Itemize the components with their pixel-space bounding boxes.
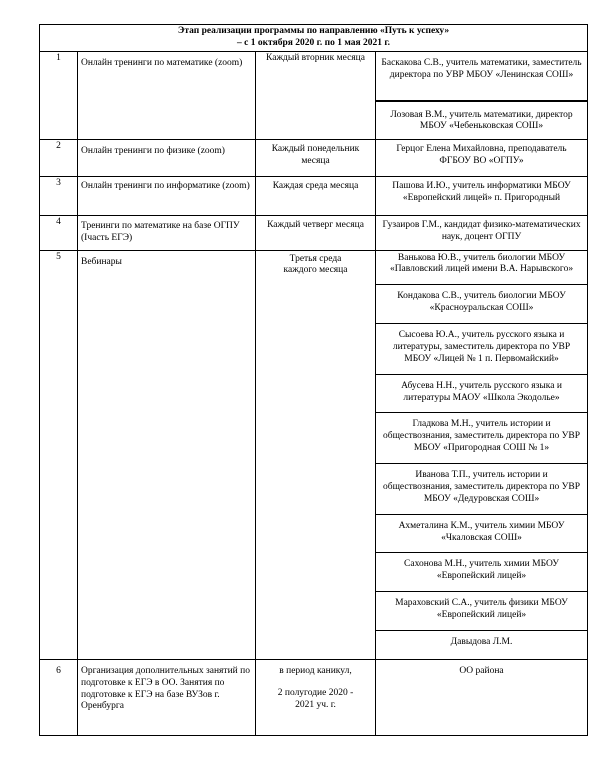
- event-cell: [78, 51, 256, 140]
- responsible-person: Абусева Н.Н., учитель русского языка и литературы МАОУ «Школа Экодолье»: [376, 375, 587, 414]
- schedule-cell: [256, 215, 376, 250]
- event-text: Онлайн тренинги по физике (zoom): [81, 146, 225, 157]
- program-table: [39, 24, 588, 736]
- event-text: Онлайн тренинги по математике (zoom): [81, 57, 243, 68]
- title-line-1: Этап реализации программы по направлению «Путь к успеху»: [177, 26, 450, 36]
- responsible-person: Лозовая В.М., учитель математики, директор МБОУ «Чебеньковская СОШ»: [376, 101, 587, 140]
- event-cell: [78, 250, 256, 659]
- event-cell: [78, 215, 256, 250]
- event-cell: [78, 177, 256, 216]
- responsible-cell: [376, 177, 588, 216]
- schedule-text: Каждый вторник месяца: [266, 52, 365, 63]
- table-row: [40, 51, 588, 140]
- schedule-text: Каждая среда месяца: [272, 181, 359, 191]
- responsible-person: Ахметалина К.М., учитель химии МБОУ «Чкаловская СОШ»: [376, 515, 587, 554]
- responsible-person: Сысоева Ю.А., учитель русского языка и литературы, заместитель директора по УВР МБОУ «Лицей № 1 п. Первомайский»: [376, 324, 587, 375]
- event-text: Вебинары: [81, 256, 122, 267]
- table-row: [40, 659, 588, 736]
- table-row: [40, 250, 588, 659]
- table-row: [40, 215, 588, 250]
- schedule-cell: [256, 250, 376, 659]
- responsible-person: Сахонова М.Н., учитель химии МБОУ «Европейский лицей»: [376, 553, 587, 592]
- responsible-person: ОО района: [459, 665, 504, 676]
- table-title: [40, 25, 588, 52]
- responsible-person: Иванова Т.П., учитель истории и обществознания, заместитель директора по УВР МБОУ «Дедуровская СОШ»: [376, 464, 587, 515]
- responsible-person: Давыдова Л.М.: [450, 636, 513, 647]
- schedule-text: 2 полугодие 2020 - 2021 уч. г.: [277, 687, 354, 710]
- table-row: [40, 177, 588, 216]
- event-text: Онлайн тренинги по информатике (zoom): [81, 181, 250, 191]
- responsible-person: Ванькова Ю.В., учитель биологии МБОУ «Павловский лицей имени В.А. Нарывского»: [376, 251, 587, 286]
- schedule-cell: [256, 51, 376, 140]
- schedule-text: Каждый четверг месяца: [267, 219, 364, 230]
- row-number: 3: [40, 177, 78, 216]
- schedule-text: Третья среда каждого месяца: [283, 253, 348, 276]
- event-cell: [78, 659, 256, 736]
- schedule-cell: [256, 659, 376, 736]
- event-text: Тренинги по математике на базе ОГПУ (Iчасть ЕГЭ): [81, 220, 240, 243]
- event-cell: [78, 140, 256, 177]
- schedule-text: в период каникул,: [279, 665, 352, 676]
- responsible-person: Баскакова С.В., учитель математики, заместитель директора по УВР МБОУ «Ленинская СОШ»: [376, 52, 587, 101]
- schedule-text: Каждый понедельник месяца: [271, 144, 360, 167]
- event-text: Организация дополнительных занятий по подготовке к ЕГЭ в ОО. Занятия по подготовке к ЕГЭ на базе ВУЗов г. Оренбурга: [81, 665, 250, 712]
- table-title-row: [40, 25, 588, 52]
- responsible-person: Герцог Елена Михайловна, преподаватель ФГБОУ ВО «ОГПУ»: [396, 144, 567, 167]
- responsible-person: Мараховский С.А., учитель физики МБОУ «Европейский лицей»: [376, 592, 587, 631]
- responsible-person: Гладкова М.Н., учитель истории и обществознания, заместитель директора по УВР МБОУ «Пригородная СОШ № 1»: [376, 413, 587, 464]
- responsible-cell: [376, 215, 588, 250]
- responsible-person: Гузаиров Г.М., кандидат физико-математических наук, доцент ОГПУ: [382, 219, 581, 242]
- row-number: 6: [40, 659, 78, 736]
- schedule-cell: [256, 177, 376, 216]
- responsible-person: Кондакова С.В., учитель биологии МБОУ «Красноуральская СОШ»: [376, 285, 587, 324]
- title-line-2: – с 1 октября 2020 г. по 1 мая 2021 г.: [236, 37, 391, 48]
- row-number: 5: [40, 250, 78, 659]
- schedule-cell: [256, 140, 376, 177]
- responsible-cell: [376, 659, 588, 736]
- responsible-cell: [376, 51, 588, 140]
- row-number: 2: [40, 140, 78, 177]
- responsible-cell: [376, 250, 588, 659]
- responsible-person: Пашова И.Ю., учитель информатики МБОУ «Европейский лицей» п. Пригородный: [392, 181, 571, 203]
- row-number: 4: [40, 215, 78, 250]
- row-number: 1: [40, 51, 78, 140]
- table-row: [40, 140, 588, 177]
- responsible-cell: [376, 140, 588, 177]
